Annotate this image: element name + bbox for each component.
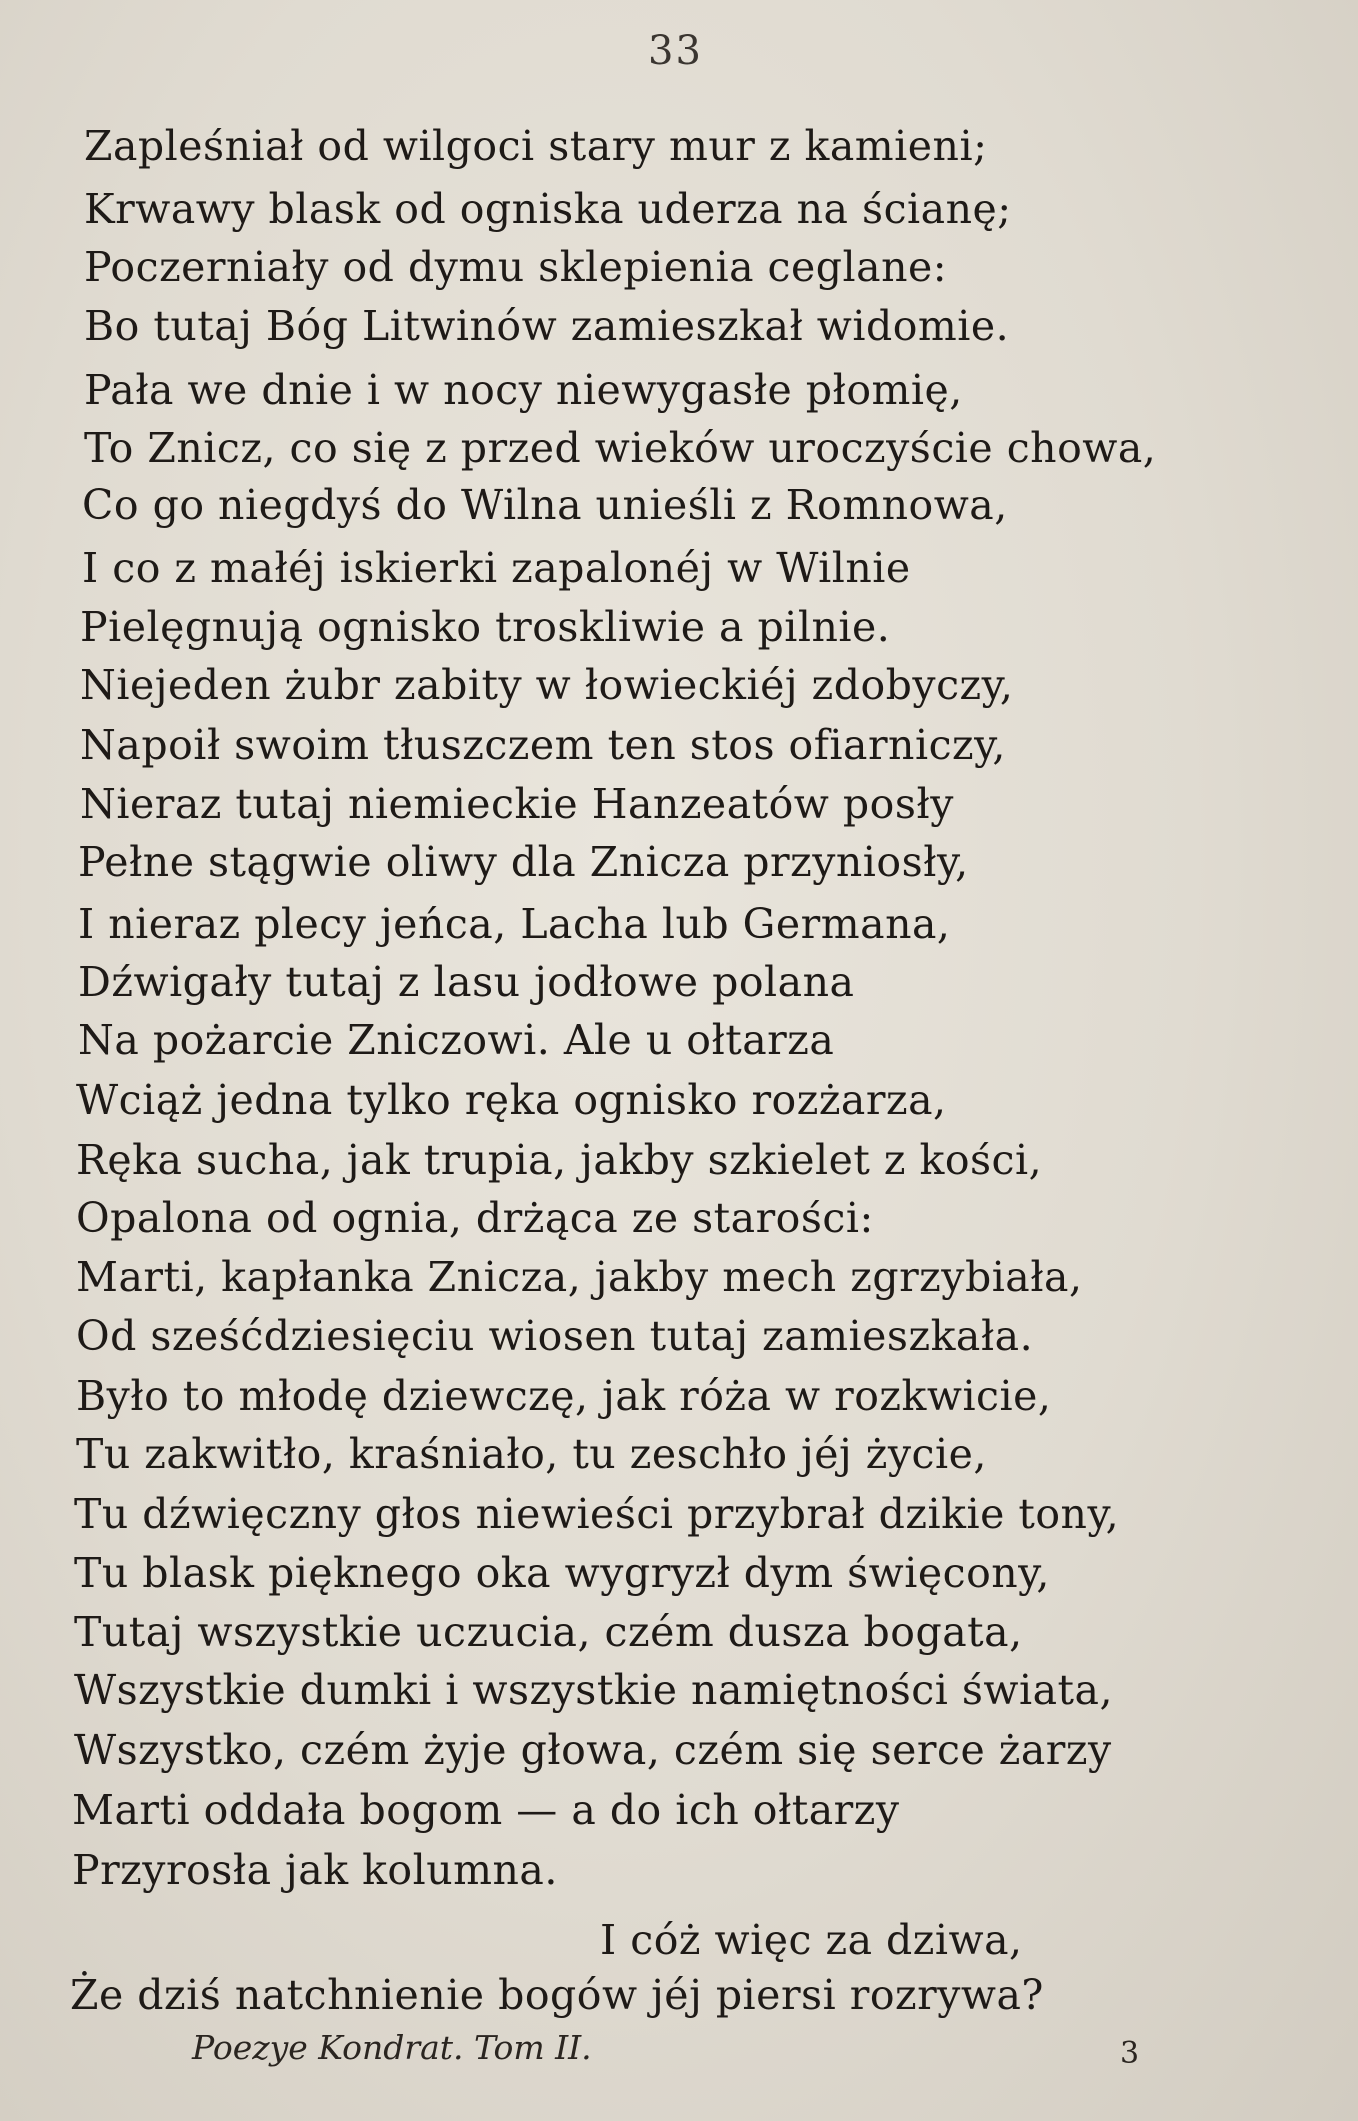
verse-line: Wciąż jedna tylko ręka ognisko rozżarza, (76, 1076, 947, 1124)
verse-line: Krwawy blask od ogniska uderza na ścianę; (84, 185, 1012, 233)
verse-line: I nieraz plecy jeńca, Lacha lub Germana, (78, 900, 951, 948)
verse-line: Co go niegdyś do Wilna unieśli z Romnowa, (82, 481, 1008, 529)
verse-line: Przyrosła jak kolumna. (72, 1846, 558, 1894)
verse-line: Wszystko, czém żyje głowa, czém się serce żarzy (74, 1726, 1112, 1774)
verse-line: Na pożarcie Zniczowi. Ale u ołtarza (78, 1016, 835, 1064)
verse-line: Bo tutaj Bóg Litwinów zamieszkał widomie. (84, 302, 1010, 350)
verse-line: Marti, kapłanka Znicza, jakby mech zgrzybiała, (76, 1253, 1083, 1301)
verse-line: I cóż więc za dziwa, (600, 1916, 1023, 1964)
verse-line: Niejeden żubr zabity w łowieckiéj zdobyczy, (80, 661, 1014, 709)
verse-line: Tu zakwitło, kraśniało, tu zeschło jéj życie, (76, 1430, 987, 1478)
verse-line: Pielęgnują ognisko troskliwie a pilnie. (80, 603, 891, 651)
verse-line: Pała we dnie i w nocy niewygasłe płomię, (84, 366, 963, 414)
verse-line: Poczerniały od dymu sklepienia ceglane: (84, 243, 948, 291)
verse-line: Opalona od ognia, drżąca ze starości: (76, 1194, 874, 1242)
verse-line: Dźwigały tutaj z lasu jodłowe polana (78, 958, 855, 1006)
verse-line: Zapleśniał od wilgoci stary mur z kamieni; (84, 122, 988, 170)
page-number: 33 (648, 28, 703, 74)
verse-line: To Znicz, co się z przed wieków uroczyście chowa, (84, 424, 1157, 472)
verse-line: Było to młodę dziewczę, jak róża w rozkwicie, (76, 1372, 1052, 1420)
verse-line: Ręka sucha, jak trupia, jakby szkielet z kości, (76, 1136, 1043, 1184)
verse-line: Tu blask pięknego oka wygryzł dym święcony, (74, 1549, 1050, 1597)
verse-line: Nieraz tutaj niemieckie Hanzeatów posły (80, 780, 954, 828)
verse-line: Że dziś natchnienie bogów jéj piersi rozrywa? (70, 1971, 1044, 2019)
verse-line: I co z małéj iskierki zapalonéj w Wilnie (82, 544, 911, 592)
verse-line: Marti oddała bogom — a do ich ołtarzy (72, 1786, 900, 1834)
verse-line: Tutaj wszystkie uczucia, czém dusza bogata, (74, 1608, 1023, 1656)
verse-line: Wszystkie dumki i wszystkie namiętności świata, (74, 1666, 1114, 1714)
sheet-number: 3 (1120, 2036, 1140, 2071)
footer-signature: Poezye Kondrat. Tom II. (192, 2028, 592, 2067)
verse-line: Pełne stągwie oliwy dla Znicza przyniosły, (78, 838, 969, 886)
verse-line: Od sześćdziesięciu wiosen tutaj zamieszkała. (76, 1312, 1034, 1360)
verse-line: Tu dźwięczny głos niewieści przybrał dzikie tony, (74, 1490, 1120, 1538)
verse-line: Napoił swoim tłuszczem ten stos ofiarniczy, (80, 721, 1006, 769)
